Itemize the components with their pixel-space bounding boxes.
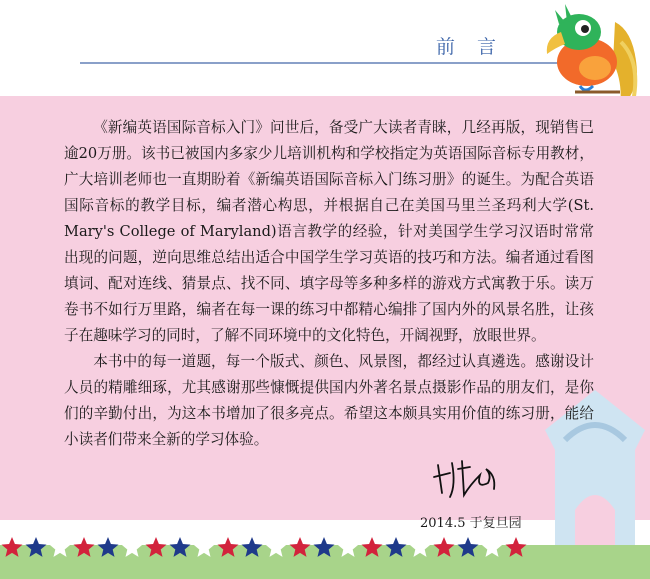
star-border-icon (0, 533, 650, 563)
border-star (506, 537, 527, 557)
border-star (290, 537, 311, 557)
border-star (314, 537, 335, 557)
border-star (362, 537, 383, 557)
date-author: 2014.5 于复旦园 (420, 516, 522, 531)
border-star (386, 537, 407, 557)
border-star (26, 537, 47, 557)
paragraph-1: 《新编英语国际音标入门》问世后，备受广大读者青睐，几经再版，现销售已逾20万册。该书已被国内多家少儿培训机构和学校指定为英语国际音标专用教材，广大培训老师也一直期盼着《新编英语国际音标入门练习册》的诞生。为配合英语国际音标的教学目标，编者潜心构思，并根据自己在美国马里兰圣玛利大学(St. Mary's College of Maryland)语言教学的经验，针对美国学生学习汉语时常常出现的问题，逆向思维总结出适合中国学生学习英语的技巧和方法。编者通过看图填词、配对连线、猜景点、找不同、填字母等多种多样的游戏方式寓教于乐。读万卷书不如行万里路，编者在每一课的练习中都精心编排了国内外的风景名胜，让孩子在趣味学习的同时，了解不同环境中的文化特色，开阔视野，放眼世界。 (64, 119, 594, 344)
border-star (434, 537, 455, 557)
border-star (218, 537, 239, 557)
border-star (74, 537, 95, 557)
preface-text (64, 115, 594, 453)
border-star (410, 537, 431, 557)
border-star (122, 537, 143, 557)
border-star (50, 537, 71, 557)
signature-icon (430, 455, 502, 501)
border-star (146, 537, 167, 557)
border-star (242, 537, 263, 557)
header-rule (80, 62, 580, 64)
border-star (338, 537, 359, 557)
page-title: 前 言 (435, 36, 505, 58)
border-star (98, 537, 119, 557)
border-star (458, 537, 479, 557)
border-star (2, 537, 23, 557)
border-star (266, 537, 287, 557)
border-star (194, 537, 215, 557)
border-star (482, 537, 503, 557)
paragraph-2: 本书中的每一道题，每一个版式、颜色、风景图，都经过认真遴选。感谢设计人员的精雕细琢，尤其感谢那些慷慨提供国内外著名景点摄影作品的朋友们，是你们的辛勤付出，为这本书增加了很多亮点。希望这本颇具实用价值的练习册，能给小读者们带来全新的学习体验。 (64, 353, 594, 448)
border-star (170, 537, 191, 557)
